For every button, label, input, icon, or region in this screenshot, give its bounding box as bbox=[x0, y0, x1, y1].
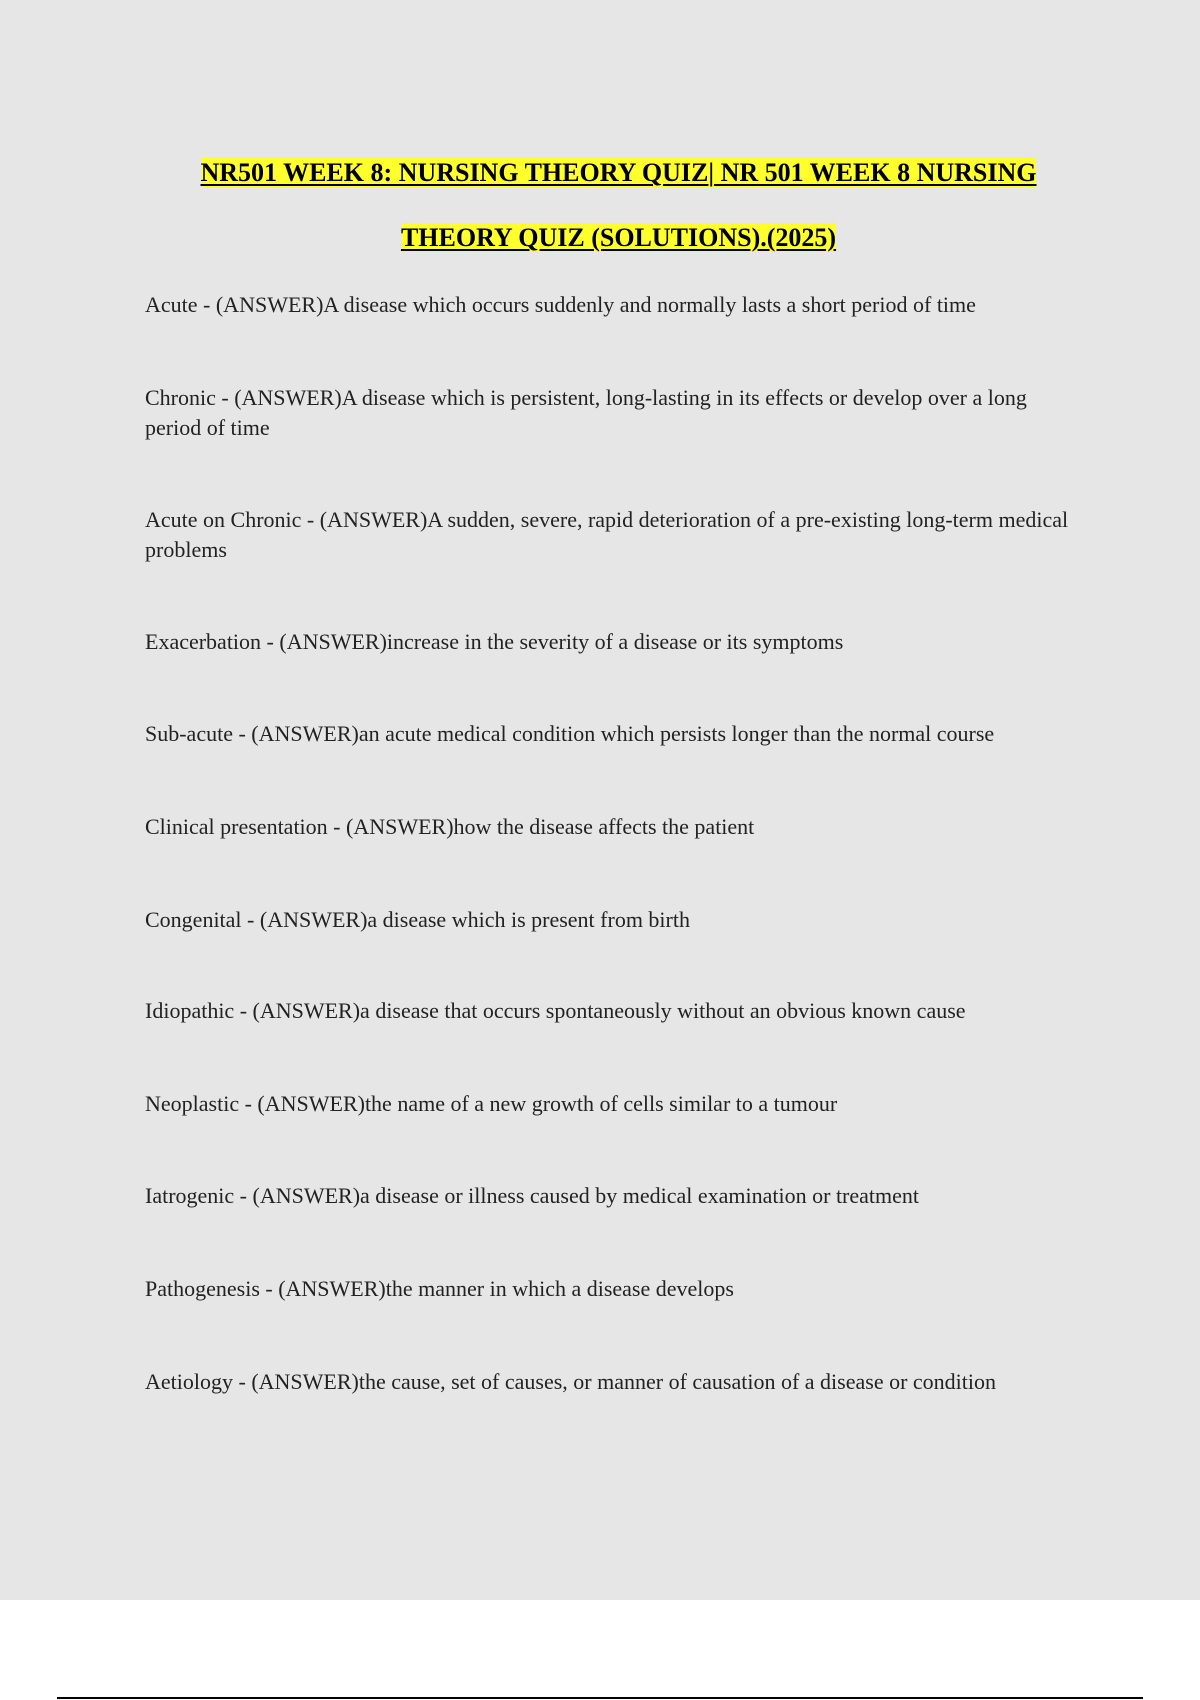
footer-divider bbox=[57, 1697, 1143, 1699]
definition-acute-on-chronic: Acute on Chronic - (ANSWER)A sudden, severe, rapid deterioration of a pre-existing long-term medical problems bbox=[145, 507, 1069, 562]
definition-exacerbation: Exacerbation - (ANSWER)increase in the severity of a disease or its symptoms bbox=[145, 629, 844, 654]
document-title bbox=[0, 140, 1200, 270]
definition-aetiology: Aetiology - (ANSWER)the cause, set of causes, or manner of causation of a disease or condition bbox=[145, 1369, 997, 1394]
definition-neoplastic: Neoplastic - (ANSWER)the name of a new growth of cells similar to a tumour bbox=[145, 1091, 838, 1116]
definition-pathogenesis: Pathogenesis - (ANSWER)the manner in which a disease develops bbox=[145, 1276, 734, 1301]
title-line-2: THEORY QUIZ (SOLUTIONS).(2025) bbox=[400, 223, 837, 252]
definition-congenital: Congenital - (ANSWER)a disease which is present from birth bbox=[145, 907, 690, 932]
definition-chronic: Chronic - (ANSWER)A disease which is persistent, long-lasting in its effects or develop over a long period of time bbox=[145, 385, 1027, 440]
definition-idiopathic: Idiopathic - (ANSWER)a disease that occurs spontaneously without an obvious known cause bbox=[145, 998, 966, 1023]
definition-iatrogenic: Iatrogenic - (ANSWER)a disease or illness caused by medical examination or treatment bbox=[145, 1183, 920, 1208]
title-line-1: NR501 WEEK 8: NURSING THEORY QUIZ| NR 501 WEEK 8 NURSING bbox=[200, 158, 1037, 187]
definition-sub-acute: Sub-acute - (ANSWER)an acute medical condition which persists longer than the normal course bbox=[145, 721, 995, 746]
definition-acute: Acute - (ANSWER)A disease which occurs suddenly and normally lasts a short period of time bbox=[145, 292, 976, 317]
definition-clinical-presentation: Clinical presentation - (ANSWER)how the disease affects the patient bbox=[145, 814, 755, 839]
